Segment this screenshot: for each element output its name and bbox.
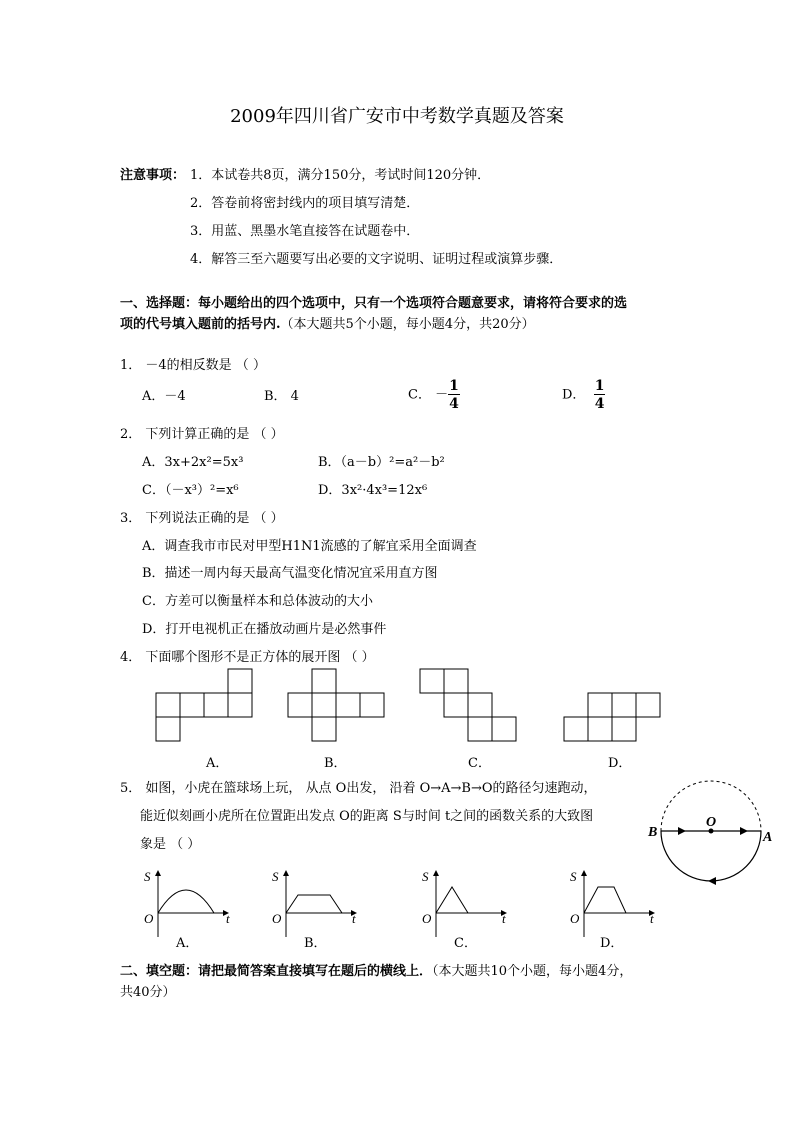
q5-graphs-figure [0,865,794,945]
cube-net-a [156,669,252,741]
notice-label: 注意事项： [120,168,186,183]
q1-option-c-fraction [448,379,460,411]
q5-label-a: A． [176,936,199,951]
q5-line1: 5． 如图，小虎在篮球场上玩， 从点 O出发， 沿着 O→A→B→O的路径匀速跑动， [120,781,597,796]
arrow-b-to-o-icon [678,827,686,835]
q1-option-c [408,379,460,411]
q1-option-d-fraction [594,379,606,411]
notice-item: 3．用蓝、黑墨水笔直接答在试题卷中． [190,224,420,239]
section1-heading-bold: 项的代号填入题前的括号内. [120,317,281,332]
q4-label-c: C． [468,756,491,771]
graph-c-t: t [502,911,506,926]
label-b: B [648,825,658,840]
q1-option-d [562,379,605,411]
q2-option-d: D．3x²·4x³=12x⁶ [318,483,428,498]
q3-option-a: A．调查我市市民对甲型H1N1流感的了解宜采用全面调查 [142,539,477,554]
graph-a-t: t [226,911,230,926]
graph-b [286,871,356,937]
graph-d [584,871,654,937]
q2-option-c: C．（－x³）²=x⁶ [142,483,239,498]
section2-heading [120,964,632,980]
q3-option-d: D．打开电视机正在播放动画片是必然事件 [142,622,387,637]
graph-a [158,871,228,937]
section2-heading-bold: 二、填空题：请把最简答案直接填写在题后的横线上． [120,964,433,979]
fraction-numerator: 1 [449,378,459,394]
q2-stem: 2． 下列计算正确的是 （ ） [120,427,284,442]
q5-label-d: D． [600,936,624,951]
cube-net-c [420,669,516,741]
cube-net-b [288,669,384,741]
section1-heading-rest: （本大题共5个小题，每小题4分，共20分） [280,317,535,332]
q5-label-b: B． [304,936,327,951]
graph-b-o: O [272,911,282,926]
fraction-numerator: 1 [594,378,605,394]
q1-stem: 1． －4的相反数是 （ ） [120,358,266,373]
graph-d-s: S [570,869,577,884]
graph-d-o: O [570,911,580,926]
label-o: O [706,815,717,830]
q2-option-b: B．（a－b）²=a²－b² [318,455,445,470]
graph-d-t: t [650,911,654,926]
graph-b-s: S [272,869,279,884]
q3-option-c: C．方差可以衡量样本和总体波动的大小 [142,594,373,609]
fraction-denominator: 4 [449,396,459,412]
graph-c [436,871,506,937]
q4-cube-nets-figure [0,660,794,780]
graph-c-s: S [422,869,429,884]
q5-label-c: C． [454,936,477,951]
page-title: 2009年四川省广安市中考数学真题及答案 [230,106,564,127]
q1-option-a: A．－4 [142,389,186,404]
notice-item: 4．解答三至六题要写出必要的文字说明、证明过程或演算步骤． [190,252,563,267]
q1-option-c-prefix: C． － [408,387,449,403]
q4-label-d: D． [608,756,632,771]
graph-b-t: t [352,911,356,926]
arrow-o-to-a-icon [740,827,748,835]
graph-a-o: O [144,911,154,926]
q5-line2: 能近似刻画小虎所在位置距出发点 O的距离 S与时间 t之间的函数关系的大致图 [140,809,594,824]
fraction-denominator: 4 [594,396,605,412]
section1-heading: 一、选择题：每小题给出的四个选项中，只有一个选项符合题意要求，请将符合要求的选 [120,296,628,311]
notice-item: 2．答卷前将密封线内的项目填写清楚． [190,196,420,211]
label-a: A [763,830,773,845]
q4-label-a: A． [206,756,229,771]
notice-item: 1．本试卷共8页，满分150分，考试时间120分钟． [190,168,491,183]
graph-a-s: S [144,869,151,884]
q2-option-a: A．3x+2x²=5x³ [142,455,244,470]
section1-heading-line2 [120,317,535,333]
q1-option-b: B． 4 [264,389,299,404]
q3-stem: 3． 下列说法正确的是 （ ） [120,511,284,526]
q4-stem: 4． 下面哪个图形不是正方体的展开图 （ ） [120,650,375,665]
section2-heading-rest: （本大题共10个小题，每小题4分， [432,964,633,979]
q5-line3: 象是 （ ） [140,837,201,852]
graph-c-o: O [422,911,432,926]
q3-option-b: B．描述一周内每天最高气温变化情况宜采用直方图 [142,566,438,581]
q1-option-d-prefix: D． [562,387,586,403]
q4-label-b: B． [324,756,347,771]
cube-net-d [564,693,660,741]
section2-heading-line2: 共40分） [120,985,176,1000]
